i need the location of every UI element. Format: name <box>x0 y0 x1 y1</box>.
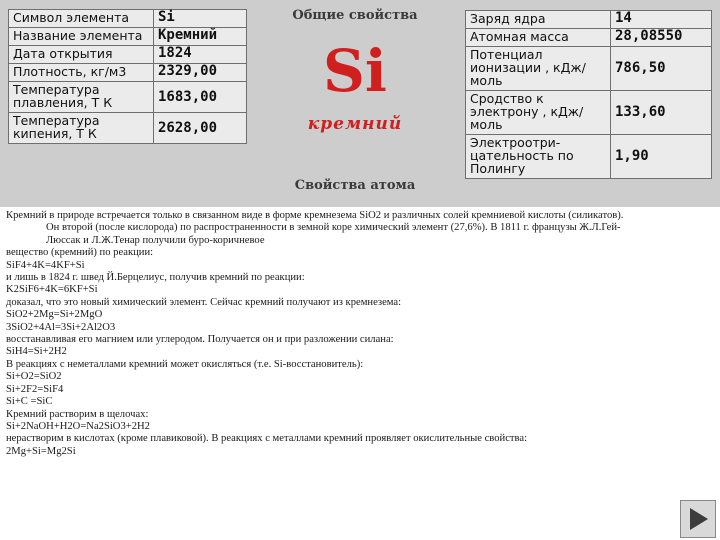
text-line: нерастворим в кислотах (кроме плавиковой). В реакциях с металлами кремний проявляет окислительные свойства: <box>6 433 528 445</box>
property-label: Сродство к электрону , кДж/моль <box>466 91 611 135</box>
general-properties-heading: Общие свойства <box>292 8 418 23</box>
formula-line: Si+2NaOH+H2O=Na2SiO3+2H2 <box>6 420 150 432</box>
text-line: Кремний растворим в щелочах: <box>6 408 149 420</box>
property-label: Заряд ядра <box>466 11 611 29</box>
property-label: Плотность, кг/м3 <box>9 64 154 82</box>
property-value: 1824 <box>154 46 247 64</box>
table-row <box>9 113 247 144</box>
formula-line: Si+C =SiC <box>6 396 53 408</box>
text-line: доказал, что это новый химический элемент. Сейчас кремний получают из кремнезема: <box>6 296 402 308</box>
property-value: 28,08550 <box>611 29 712 47</box>
property-value: 1,90 <box>611 135 712 179</box>
play-arrow-icon <box>681 501 715 537</box>
atom-properties-heading: Свойства атома <box>294 178 416 193</box>
table-row <box>9 82 247 113</box>
property-value: 14 <box>611 11 712 29</box>
property-label: Электроотри- цательность по Полингу <box>466 135 611 179</box>
element-card <box>262 0 448 207</box>
formula-line: 3SiO2+4Al=3Si+2Al2O3 <box>6 321 116 333</box>
text-line: и лишь в 1824 г. швед Й.Берцелиус, получив кремний по реакции: <box>6 272 305 284</box>
formula-line: 2Mg+Si=Mg2Si <box>6 445 76 457</box>
atom-properties-table <box>465 10 712 179</box>
next-slide-button[interactable] <box>680 500 716 538</box>
table-row <box>9 28 247 46</box>
property-label: Название элемента <box>9 28 154 46</box>
text-line: Он второй (после кислорода) по распространенности в земной коре химический элемент (27,6%). В 1811 г. французы Ж.Л.Гей- <box>46 222 621 234</box>
table-row <box>466 29 712 47</box>
property-label: Температура плавления, Т К <box>9 82 154 113</box>
text-line: вещество (кремний) по реакции: <box>6 247 154 259</box>
table-row <box>9 10 247 28</box>
property-value: 2628,00 <box>154 113 247 144</box>
property-value: Si <box>154 10 247 28</box>
table-row <box>9 46 247 64</box>
element-symbol: Si <box>323 37 387 105</box>
table-row <box>466 91 712 135</box>
text-line: восстанавливая его магнием или углеродом. Получается он и при разложении силана: <box>6 334 394 346</box>
property-label: Потенциал ионизации , кДж/моль <box>466 47 611 91</box>
element-header <box>0 0 720 207</box>
property-value: 2329,00 <box>154 64 247 82</box>
formula-line: SiH4=Si+2H2 <box>6 346 67 358</box>
table-row <box>466 135 712 179</box>
property-value: 786,50 <box>611 47 712 91</box>
property-value: 133,60 <box>611 91 712 135</box>
property-label: Температура кипения, Т К <box>9 113 154 144</box>
property-value: 1683,00 <box>154 82 247 113</box>
property-label: Атомная масса <box>466 29 611 47</box>
text-line: В реакциях с неметаллами кремний может окисляться (т.е. Si-восстановитель): <box>6 358 364 370</box>
table-row <box>9 64 247 82</box>
table-row <box>466 47 712 91</box>
description-text <box>6 210 718 458</box>
element-name: кремний <box>307 114 403 134</box>
property-label: Дата открытия <box>9 46 154 64</box>
formula-line: Si+2F2=SiF4 <box>6 383 64 395</box>
formula-line: SiO2+2Mg=Si+2MgO <box>6 309 103 321</box>
formula-line: Si+O2=SiO2 <box>6 371 62 383</box>
text-line: Люссак и Л.Ж.Тенар получили буро-коричневое <box>46 234 265 246</box>
table-row <box>466 11 712 29</box>
text-line: Кремний в природе встречается только в связанном виде в форме кремнезема SiO2 и различных солей кремниевой кислоты (силикатов). <box>6 210 624 221</box>
general-properties-table <box>8 9 247 144</box>
formula-line: K2SiF6+4K=6KF+Si <box>6 284 98 296</box>
property-label: Символ элемента <box>9 10 154 28</box>
formula-line: SiF4+4K=4KF+Si <box>6 259 85 271</box>
property-value: Кремний <box>154 28 247 46</box>
